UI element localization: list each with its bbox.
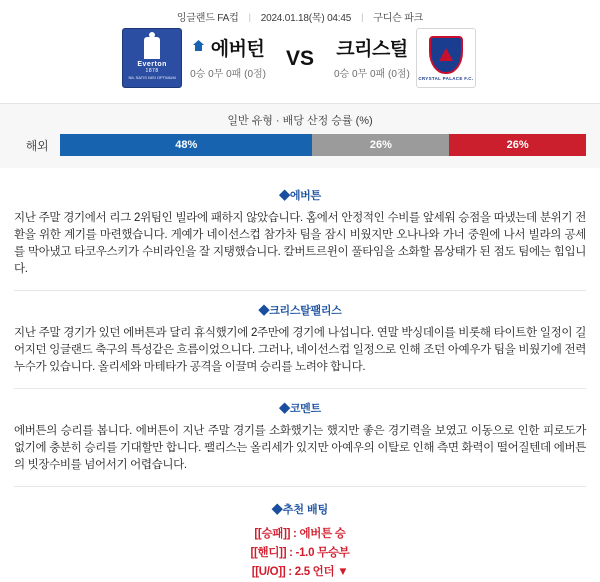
crest-name: Everton [137, 60, 167, 68]
section-body-away: 지난 주말 경기가 있던 에버튼과 달리 휴식했기에 2주만에 경기에 나섭니다. 연말 박싱데이를 비롯해 타이트한 일정이 길어지던 잉글랜드 축구의 특성같은 흐름이었으니다. 그러나, 네이선스컵 일정으로 인해 조던 아예우가 팀을 비웠기에 전력 누수가 있습니다. 올리세와 마테타가 공격을 이끌며 승리를 노려야 합니다. [14, 327, 586, 373]
betting-title: ◆추천 배팅 [271, 504, 329, 516]
match-header [0, 0, 600, 104]
divider-3 [14, 486, 586, 487]
betting-line-handicap: [[핸디]] : -1.0 무승부 [250, 547, 350, 559]
odds-segment-away: 26% [449, 134, 586, 156]
home-team-text [184, 38, 272, 80]
meta-separator-2: | [361, 11, 364, 22]
odds-segment-home: 48% [60, 134, 312, 156]
match-venue: 구디슨 파크 [373, 13, 424, 24]
league-name: 잉글랜드 FA컵 [176, 13, 239, 24]
away-team-name: 크리스털 [336, 39, 408, 60]
away-team [328, 28, 566, 90]
crest-year: 1878 [145, 67, 159, 74]
match-teams [0, 24, 600, 90]
section-body-comment: 에버튼의 승리를 봅니다. 에버튼이 지난 주말 경기를 소화했기는 했지만 좋은 경기력을 보였고 이동으로 인한 피로도가 없기에 충분히 승리를 기대할만 합니다. 팰리스는 올리세가 있지만 아예우의 이탈로 인해 측면 화력이 떨어질텐데 에버튼의 빗장수비를 넘어서기 어렵습니다. [14, 425, 586, 471]
home-team [34, 28, 272, 90]
match-meta [0, 0, 600, 24]
shield-icon [429, 36, 463, 74]
home-icon [192, 35, 205, 48]
meta-separator-1: | [248, 11, 251, 22]
betting-line-result: [[승패]] : 에버튼 승 [254, 528, 346, 540]
odds-bar [60, 134, 586, 156]
odds-row [0, 134, 600, 168]
away-team-crest [416, 28, 478, 90]
tower-icon [144, 37, 160, 59]
odds-section-title: 일반 유형 · 배당 산정 승률 (%) [0, 104, 600, 134]
divider-2 [14, 388, 586, 389]
analysis-content [0, 168, 600, 582]
crest-club-name: CRYSTAL PALACE F.C. [418, 75, 474, 81]
odds-row-label: 해외 [25, 138, 49, 153]
versus-label: VS [285, 47, 314, 70]
odds-section [0, 104, 600, 168]
section-title-comment: ◆코멘트 [279, 403, 321, 415]
home-team-crest [122, 28, 184, 90]
section-title-away: ◆크리스탈팰리스 [258, 305, 342, 317]
betting-line-underover: [[U/O]] : 2.5 언더 ▼ [251, 566, 349, 578]
home-team-name-row [190, 38, 266, 62]
home-team-name: 에버턴 [210, 39, 265, 60]
section-body-home: 지난 주말 경기에서 리그 2위팀인 빌라에 패하지 않았습니다. 홈에서 안정적인 수비를 앞세워 승점을 따냈는데 분위기 전환을 위한 계기를 마련했습니다. 게예가 네이선스컵 참가차 팀을 잠시 비웠지만 오나나와 가너 중원에 나서 빌라의 공세를 막아냈고 타코우스키가 수비라인을 잘 지탱했습니다. 칼버트르윈이 풀타임을 소화할 몸상태가 된 점도 팀에는 힘입니다. [14, 212, 586, 275]
eagle-icon [439, 48, 453, 61]
away-team-text [328, 38, 416, 80]
away-team-record: 0승 0무 0패 (0점) [334, 69, 410, 80]
home-team-record: 0승 0무 0패 (0점) [190, 69, 266, 80]
crest-motto: NIL SATIS NISI OPTIMUM [128, 74, 176, 80]
match-datetime: 2024.01.18(목) 04:45 [260, 13, 352, 24]
odds-segment-draw: 26% [312, 134, 449, 156]
section-title-home: ◆에버튼 [279, 190, 321, 202]
divider-1 [14, 290, 586, 291]
